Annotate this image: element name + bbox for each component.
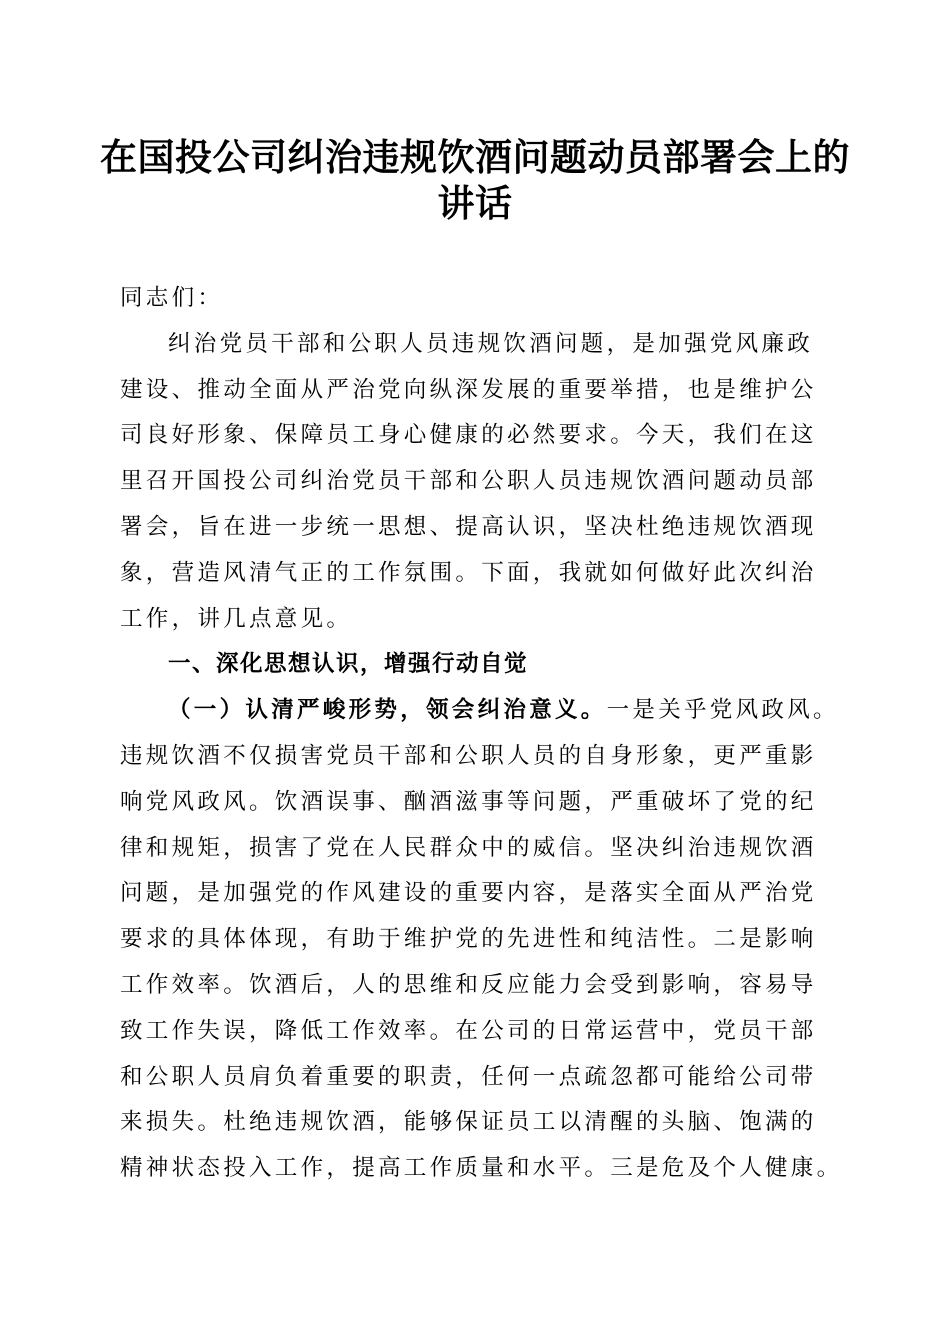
paragraph-line: 司良好形象、保障员工身心健康的必然要求。今天，我们在这 bbox=[120, 422, 817, 449]
subsection-text: 一是关乎党风政风。 bbox=[606, 697, 839, 724]
paragraph-line: 工作效率。饮酒后，人的思维和反应能力会受到影响，容易导 bbox=[120, 971, 817, 998]
paragraph-line: 违规饮酒不仅损害党员干部和公职人员的自身形象，更严重影 bbox=[120, 742, 817, 769]
paragraph-line: 律和规矩，损害了党在人民群众中的威信。坚决纠治违规饮酒 bbox=[120, 834, 817, 861]
paragraph-line: 署会，旨在进一步统一思想、提高认识，坚决杜绝违规饮酒现 bbox=[120, 513, 817, 540]
paragraph-line: 来损失。杜绝违规饮酒，能够保证员工以清醒的头脑、饱满的 bbox=[120, 1109, 817, 1136]
paragraph-line: 和公职人员肩负着重要的职责，任何一点疏忽都可能给公司带 bbox=[120, 1063, 817, 1090]
title-line-2: 讲话 bbox=[437, 181, 513, 225]
title-line-1: 在国投公司纠治违规饮酒问题动员部署会上的 bbox=[100, 135, 850, 179]
paragraph-line: 精神状态投入工作，提高工作质量和水平。三是危及个人健康。 bbox=[120, 1155, 843, 1182]
salutation: 同志们： bbox=[120, 285, 224, 311]
paragraph-line: 问题，是加强党的作风建设的重要内容，是落实全面从严治党 bbox=[120, 880, 817, 907]
paragraph-line: 响党风政风。饮酒误事、酗酒滋事等问题，严重破坏了党的纪 bbox=[120, 788, 817, 815]
section-heading-1: 一、深化思想认识，增强行动自觉 bbox=[168, 651, 529, 678]
paragraph-line: 要求的具体体现，有助于维护党的先进性和纯洁性。二是影响 bbox=[120, 926, 817, 953]
paragraph-line: 里召开国投公司纠治党员干部和公职人员违规饮酒问题动员部 bbox=[120, 468, 817, 495]
subsection-line bbox=[120, 688, 840, 734]
document-body bbox=[120, 276, 843, 1192]
paragraph-line: 致工作失误，降低工作效率。在公司的日常运营中，党员干部 bbox=[120, 1017, 817, 1044]
paragraph-line: 工作，讲几点意见。 bbox=[120, 605, 353, 632]
paragraph-line: 建设、推动全面从严治党向纵深发展的重要举措，也是维护公 bbox=[120, 376, 817, 403]
paragraph-line: 象，营造风清气正的工作氛围。下面，我就如何做好此次纠治 bbox=[120, 559, 817, 586]
document-title bbox=[100, 134, 850, 226]
subsection-heading-1: （一）认清严峻形势，领会纠治意义。 bbox=[168, 697, 607, 724]
paragraph-line: 纠治党员干部和公职人员违规饮酒问题，是加强党风廉政 bbox=[168, 330, 814, 357]
